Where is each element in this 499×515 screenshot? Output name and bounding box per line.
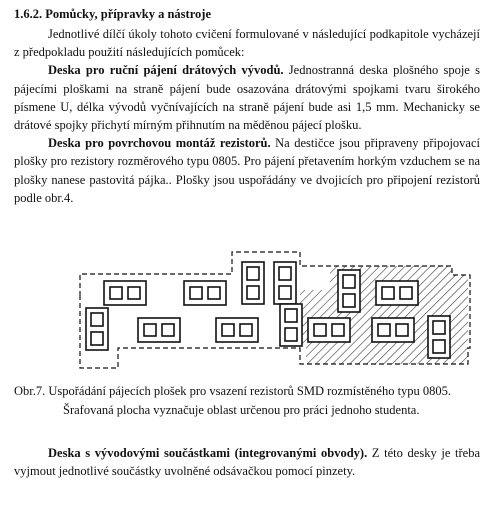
caption-line-2: Šrafovaná plocha vyznačuje oblast určenou pro práci jednoho studenta.	[63, 403, 420, 417]
pad-pair	[428, 316, 450, 358]
item-paragraph-wire-soldering	[14, 61, 480, 134]
item-title: Deska pro ruční pájení drátových vývodů.	[48, 63, 284, 78]
final-section	[14, 444, 480, 480]
section-heading: 1.6.2. Pomůcky, přípravky a nástroje	[14, 7, 211, 21]
pad-pair	[280, 304, 302, 346]
intro-paragraph: Jednotlivé dílčí úkoly tohoto cvičení formulované v následující podkapitole vycházejí z předpokladu použití následujících pomůcek:	[14, 27, 480, 60]
item-paragraph-ic-board	[14, 444, 480, 480]
pad-pair	[338, 270, 360, 312]
pad-pair	[184, 281, 226, 305]
pad-pair	[308, 318, 350, 342]
item-title: Deska s vývodovými součástkami (integrovanými obvody).	[48, 446, 368, 460]
item-paragraph-smd-board	[14, 134, 480, 207]
pad-layout-figure	[0, 238, 499, 378]
pad-pair	[376, 281, 418, 305]
caption-line-1: Obr.7. Uspořádání pájecích plošek pro vsazení rezistorů SMD rozmístěného typu 0805.	[14, 384, 452, 398]
pad-pair	[138, 318, 180, 342]
pad-pair	[372, 318, 414, 342]
figure-caption	[14, 382, 480, 420]
item-text: Z této desky je třeba vyjmout jednotlivé součástky uvolněné odsávačkou pomocí pinzety.	[14, 446, 480, 479]
item-text: Jednostranná deska plošného spoje s pájecími ploškami na straně pájení bude osazována drátovými spojkami tvaru širokého písmene U, délka vývodů vyčnívajících na straně pájení bude asi 1,5 mm. Mechanicky se drátové spojky přichytí mírným přihnutím na měděnou pájecí plošku.	[14, 63, 480, 133]
pad-pair	[216, 318, 258, 342]
pad-pair	[242, 262, 264, 304]
pad-layout-drawing	[0, 238, 499, 378]
pad-pair	[104, 281, 146, 305]
pad-pair	[274, 262, 296, 304]
pad-pair	[86, 308, 108, 350]
document-page	[14, 6, 480, 207]
item-title: Deska pro povrchovou montáž rezistorů.	[48, 136, 271, 151]
item-text: Na destičce jsou připraveny připojovací plošky pro rezistory rozměrového typu 0805. Pro pájení přetavením horkým vzduchem se na plošky nanese pastovitá pájka.. Plošky jsou uspořádány ve dvojicích pro připojení rezistorů podle obr.4.	[14, 136, 480, 205]
